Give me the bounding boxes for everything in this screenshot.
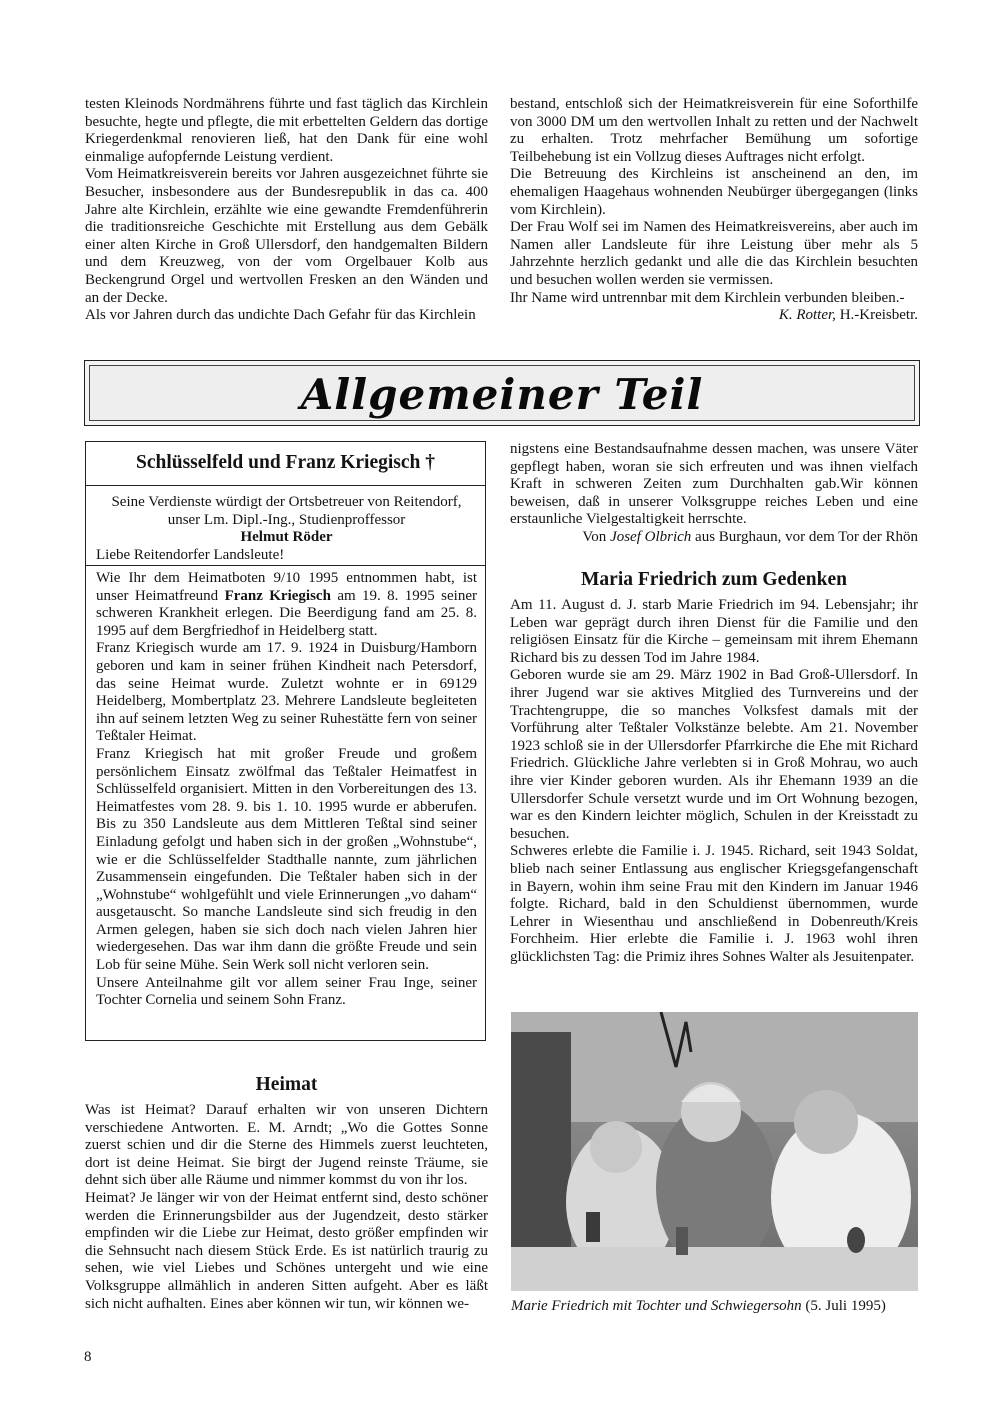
signature-name: Josef Olbrich (610, 528, 692, 545)
paragraph: Schweres erlebte die Familie i. J. 1945. Richard, seit 1943 Soldat, blieb nach seiner Entlassung aus englischer Kriegsgefangenschaft in Bayern, wohin ihm seine Frau mit den Kindern im Januar 1946 folgte. Richard, bald in den Schuldienst übernommen, wurde Lehrer in Wiesenthau und anschließend in Dobenreuth/Kreis Forchheim. Hier erlebte die Familie i. J. 1963 wohl ihren glücklichsten Tag: die Primiz ihres Sohnes Walter als Jesuitenpater. (510, 843, 918, 965)
highlighted-name: Franz Kriegisch (224, 587, 331, 604)
section-banner (84, 360, 920, 426)
signature-role: H.-Kreisbetr. (835, 307, 918, 324)
obituary-intro-text: Seine Verdienste würdigt der Ortsbetreuer von Reitendorf, unser Lm. Dipl.-Ing., Studienproffessor (111, 494, 462, 528)
photo-image (511, 1012, 918, 1291)
obituary-salutation: Liebe Reitendorfer Landsleute! (96, 546, 285, 563)
paragraph: bestand, entschloß sich der Heimatkreisverein für eine Soforthilfe von 3000 DM um den wertvollen Inhalt zu retten und der Nachwelt zu erhalten. Trotz mehrfacher Bemühung um sofortige Teilbehebung ist ein Vollzug dieses Auftrages nicht erfolgt. (510, 96, 918, 165)
paragraph: Ihr Name wird untrennbar mit dem Kirchlein verbunden bleiben.- (510, 289, 905, 306)
paragraph: Als vor Jahren durch das undichte Dach Gefahr für das Kirchlein (85, 307, 476, 324)
obituary-body (96, 570, 477, 1010)
paragraph: Am 11. August d. J. starb Marie Friedrich im 94. Lebensjahr; ihr Leben war geprägt durch ihren Dienst für die Familie und den religiösen Einsatz für die Kirche – gemeinsam mit ihrem Ehemann Richard bis zu dessen Tod im Jahre 1984. (510, 597, 918, 666)
paragraph: testen Kleinods Nordmährens führte und fast täglich das Kirchlein besuchte, hegte und pflegte, die mit erbettelten Geldern das dortige Kriegerdenkmal renovieren ließ, hat den Dank für eine wohl einmalige aufopfernde Leistung verdient. (85, 96, 488, 165)
signature-name: K. Rotter, (778, 307, 836, 324)
top-right-column (510, 96, 918, 325)
paragraph: Der Frau Wolf sei im Namen des Heimatkreisvereins, aber auch im Namen aller Landsleute für ihre Leistung über mehr als 5 Jahrzehnte herzlich gedankt und alle die das Kirchlein besuchten und besuchen wollen werden sie vermissen. (510, 219, 918, 288)
section-banner-inner (89, 365, 915, 421)
maria-title: Maria Friedrich zum Gedenken (581, 569, 847, 590)
paragraph: Wie Ihr dem Heimatboten 9/10 1995 entnommen habt, ist unser Heimatfreund Franz Kriegisch am 19. 8. 1995 seiner schweren Krankheit erlegen. Die Beerdigung fand am 25. 8. 1995 auf dem Bergfriedhof in Heidelberg statt. (96, 570, 478, 639)
paragraph: nigstens eine Bestandsaufnahme dessen machen, was unsere Väter gepflegt haben, woran sie sich erfreuten und was ihnen vielfach Kraft in schweren Zeiten zum Durchhalten gab.Wir können beweisen, daß in unserer Volksgruppe reiches Leben und eine erstaunliche Vielgestaltigkeit herrschte. (510, 441, 918, 528)
photo (511, 1012, 918, 1291)
paragraph: Heimat? Je länger wir von der Heimat entfernt sind, desto schöner werden die Erinnerungsbilder aus der Jugendzeit, desto stärker empfinden wir die Liebe zur Heimat, desto größer empfinden wir die Sehnsucht nach diesem Stück Erde. Es ist natürlich traurig zu sehen, wie viel Liebes und Schönes untergeht und wie eine Volksgruppe allmählich in anderen Sitten aufgeht. Aber es läßt sich nicht aufhalten. Eines aber können wir tun, wir können we- (85, 1189, 488, 1312)
signature: Von Josef Olbrich aus Burghaun, vor dem Tor der Rhön (582, 528, 918, 545)
photo-caption: Marie Friedrich mit Tochter und Schwiegersohn (5. Juli 1995) (511, 1298, 886, 1314)
heimat-continuation (510, 441, 918, 547)
top-left-column (85, 96, 488, 325)
paragraph: Was ist Heimat? Darauf erhalten wir von unseren Dichtern verschiedene Antworten. E. M. Arndt; „Wo die Gottes Sonne zuerst schien und dir die Sterne des Himmels zuerst leuchteten, dort ist deine Heimat. Sie birgt der Jugend reinste Träume, sie dehnt sich über alle Räume und nimmer kommst du von ihr los. (85, 1102, 488, 1189)
paragraph: Franz Kriegisch wurde am 17. 9. 1924 in Duisburg/Hamborn geboren und kam in seiner frühen Kindheit nach Petersdorf, das seine Heimat wurde. Zuletzt wohnte er in 69129 Heidelberg, Mombertplatz 23. Mehrere Landsleute begleiteten ihn auf seinem letzten Weg zu seiner Ruhestätte fern von seiner Teßtaler Heimat. (96, 640, 477, 745)
obituary-author: Helmut Röder (240, 529, 333, 546)
paragraph: Franz Kriegisch hat mit großer Freude und großem persönlichem Einsatz zwölfmal das Teßtaler Heimatfest in Schlüsselfeld organisiert. Mitten in den Vorbereitungen des 13. Heimatfestes vom 28. 9. bis 1. 10. 1995 wurde er abberufen. Bis zu 350 Landsleute aus dem Mittleren Teßtal sind seiner Einladung gefolgt und haben sich in der großen „Wohnstube“, wie er die Schlüsselfelder Stadthalle nannte, zum jährlichen Zusammensein eingefunden. Die Teßtaler haben sich in der „Wohnstube“ wohlgefühlt und viele Erinnerungen „vo daham“ ausgetauscht. So manche Landsleute sind sich freudig in den Armen gelegen, haben sie sich doch nach vielen Jahren hier wiedergesehen. Das war ihm dann die größte Freude und sein Lob für seine Mühe. Sein Werk soll nicht verloren sein. (96, 745, 477, 974)
heimat-body (85, 1102, 488, 1313)
section-title: Allgemeiner Teil (300, 370, 704, 419)
paragraph: Die Betreuung des Kirchleins ist anscheinend an den, im ehemaligen Haagehaus wohnenden Neubürger übergegangen (links vom Kirchlein). (510, 166, 918, 218)
paragraph: Geboren wurde sie am 29. März 1902 in Bad Groß-Ullersdorf. In ihrer Jugend war sie aktives Mitglied des Turnvereins und der Trachtengruppe, die so manches Volksfest damals mit der Vorführung alter Teßtaler Volkstänze belebte. Am 21. November 1923 schloß sie in der Ullersdorfer Pfarrkirche die Ehe mit Richard Friedrich. Glückliche Jahre verlebten si in Groß Mohrau, wo auch ihre vier Kinder geboren wurden. Als ihr Ehemann 1939 an die Ullersdorfer Schule versetzt wurde und im Ort Wohnung bezogen, war es den Kindern leichter möglich, Schulen in der Kreisstadt zu besuchen. (510, 667, 918, 842)
heimat-title: Heimat (255, 1074, 318, 1095)
obituary-box (85, 441, 486, 1041)
paragraph: Unsere Anteilnahme gilt vor allem seiner Frau Inge, seiner Tochter Cornelia und seinem Sohn Franz. (96, 974, 477, 1009)
divider (86, 565, 485, 566)
paragraph: Vom Heimatkreisverein bereits vor Jahren ausgezeichnet führte sie Besucher, insbesondere aus der Bundesrepublik in das ca. 400 Jahre alte Kirchlein, erzählte wie eine gewandte Fremdenführerin die traditionsreiche Geschichte mit Erstellung aus dem Gebälk einer alten Kirche in Groß Ullersdorf, den handgemalten Bildern und dem Kreuzweg, von der vom Orgelbauer Kolb aus Beckengrund Orgel und wertvollen Fresken an den Wänden und an der Decke. (85, 166, 488, 306)
obituary-intro (96, 494, 477, 564)
obituary-title: Schlüsselfeld und Franz Kriegisch † (135, 452, 436, 473)
signature (510, 307, 918, 325)
obituary-header (86, 442, 485, 486)
page-number: 8 (84, 1349, 92, 1365)
maria-body (510, 597, 918, 966)
